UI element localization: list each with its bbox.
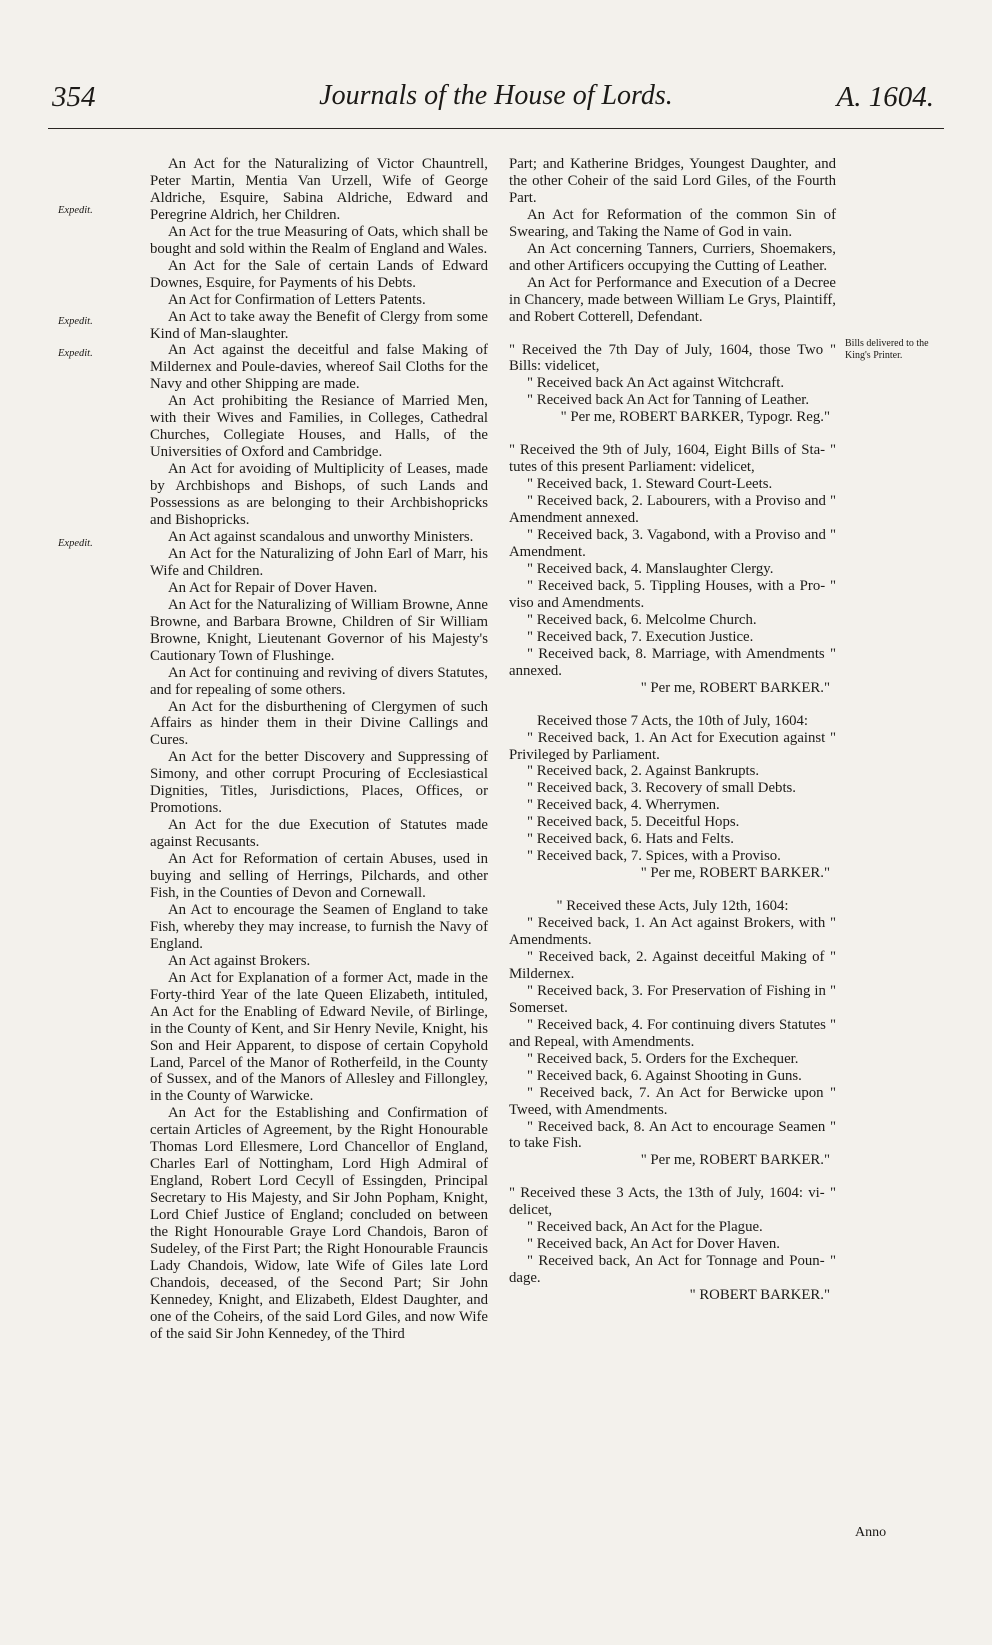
- receipt-line: " Received back, 3. Recovery of small Debts.: [527, 780, 797, 797]
- receipt-line: " Received back, 5. Orders for the Exchequer.: [527, 1050, 799, 1067]
- receipt-line: " Received back, 6. Against Shooting in Guns.: [527, 1067, 802, 1084]
- receipt-line: " Received back, 5. Deceitful Hops.: [527, 814, 740, 831]
- receipt-line: " Received back, 1. An Act against Brokers, with " Amendments.: [509, 915, 836, 949]
- receipt-line: " Received back, 7. Spices, with a Proviso.: [527, 848, 781, 865]
- receipt-heading: " Received the 9th of July, 1604, Eight Bills of Sta- " tutes of this present Parliament: videlicet,: [509, 442, 836, 476]
- page-number: 354: [52, 81, 96, 113]
- receipt-line: " Received back, 8. An Act to encourage Seamen " to take Fish.: [509, 1118, 836, 1152]
- act-entry: An Act for Reformation of the common Sin of Swearing, and Taking the Name of God in vain.: [509, 206, 836, 240]
- receipt-line: " Received back, An Act for Tonnage and Poun- " dage.: [509, 1253, 836, 1287]
- receipt-signature: " Per me, ROBERT BARKER.": [640, 679, 830, 696]
- receipt-signature: " Per me, ROBERT BARKER.": [640, 865, 830, 882]
- receipt-line: " Received back, 7. An Act for Berwicke upon " Tweed, with Amendments.: [509, 1084, 836, 1118]
- act-entry: An Act for the due Execution of Statutes made against Recusants.: [150, 817, 488, 851]
- receipt-heading: " Received these Acts, July 12th, 1604:: [556, 898, 789, 915]
- receipt-line: " Received back, An Act for the Plague.: [527, 1219, 763, 1236]
- act-entry: An Act for the Naturalizing of Victor Chauntrell, Peter Martin, Mentia Van Urzell, Wife of George Aldriche, Esquire, Sabina Aldriche, Edward and Peregrine Aldrich, her Children.: [150, 156, 488, 223]
- act-entry: An Act to encourage the Seamen of England to take Fish, whereby they may increase, to furnish the Navy of England.: [150, 901, 488, 952]
- act-entry: An Act for Confirmation of Letters Patents.: [168, 291, 426, 308]
- receipt-line: " Received back, 6. Hats and Felts.: [527, 831, 734, 848]
- receipt-line: " Received back, 6. Melcolme Church.: [527, 611, 757, 628]
- receipt-line: " Received back, 4. For continuing divers Statutes " and Repeal, with Amendments.: [509, 1016, 836, 1050]
- act-entry: An Act for Performance and Execution of a Decree in Chancery, made between William Le Grys, Plaintiff, and Robert Cotterell, Defendant.: [509, 274, 836, 325]
- receipt-line: " Received back, 7. Execution Justice.: [527, 628, 754, 645]
- catchword: Anno: [855, 1525, 887, 1540]
- margin-note-expedit: Expedit.: [58, 348, 93, 359]
- left-column: [150, 156, 488, 1343]
- act-entry: An Act for the Sale of certain Lands of Edward Downes, Esquire, for Payments of his Debts.: [150, 257, 488, 291]
- receipt-line: " Received back, 2. Against Bankrupts.: [527, 763, 760, 780]
- act-entry: An Act against scandalous and unworthy Ministers.: [168, 528, 474, 545]
- receipt-line: " Received back, 4. Manslaughter Clergy.: [527, 560, 774, 577]
- receipt-line: " Received back, 3. Vagabond, with a Proviso and " Amendment.: [509, 527, 836, 561]
- receipt-line: " Received back, 4. Wherrymen.: [527, 797, 720, 814]
- act-entry: An Act concerning Tanners, Curriers, Shoemakers, and other Artificers occupying the Cutting of Leather.: [509, 240, 836, 274]
- act-entry: An Act for the true Measuring of Oats, which shall be bought and sold within the Realm of England and Wales.: [150, 223, 488, 257]
- act-entry: An Act to take away the Benefit of Clergy from some Kind of Man-slaughter.: [150, 308, 488, 342]
- margin-note-expedit: Expedit.: [58, 316, 93, 327]
- act-entry: An Act for the Establishing and Confirmation of certain Articles of Agreement, by the Right Honourable Thomas Lord Ellesmere, Lord Chancellor of England, Charles Earl of Nottingham, Lord High Admiral of England, Robert Lord Cecyll of Essingden, Principal Secretary to His Majesty, and Sir John Popham, Knight, Lord Chief Justice of England; concluded on between the Right Honourable Graye Lord Chandois, Baron of Sudeley, of the First Part; the Right Honourable Frauncis Lady Chandois, Widow, late Wife of Giles late Lord Chandois, deceased, of the Second Part; Sir John Kennedey, Knight, and Elizabeth, Eldest Daughter, and one of the Coheirs, of the said Lord Giles, and now Wife of the said Sir John Kennedey, of the Third: [150, 1105, 488, 1342]
- receipt-line: " Received back An Act for Tanning of Leather.: [527, 392, 810, 409]
- receipt-signature: " Per me, ROBERT BARKER, Typogr. Reg.": [560, 409, 830, 426]
- act-entry: An Act against Brokers.: [168, 952, 311, 969]
- receipt-line: " Received back, 2. Labourers, with a Proviso and " Amendment annexed.: [509, 493, 836, 527]
- receipt-line: " Received back, 3. For Preservation of Fishing in " Somerset.: [509, 982, 836, 1016]
- margin-note-expedit: Expedit.: [58, 538, 93, 549]
- act-entry: Part; and Katherine Bridges, Youngest Daughter, and the other Coheir of the said Lord Giles, of the Fourth Part.: [509, 156, 836, 206]
- act-entry: An Act against the deceitful and false Making of Mildernex and Poule-davies, whereof Sail Cloths for the Navy and other Shipping are made.: [150, 342, 488, 393]
- receipt-line: " Received back, 1. Steward Court-Leets.: [527, 476, 773, 493]
- act-entry: An Act for Repair of Dover Haven.: [168, 579, 378, 596]
- receipt-signature: " Per me, ROBERT BARKER.": [640, 1152, 830, 1169]
- act-entry: An Act for continuing and reviving of divers Statutes, and for repealing of some others.: [150, 664, 488, 698]
- act-entry: An Act for Explanation of a former Act, made in the Forty-third Year of the late Queen Elizabeth, intituled, An Act for the Enabling of Edward Nevile, of Birlinge, in the County of Kent, and Sir Henry Nevile, Knight, his Son and Heir Apparent, to dispose of certain Copyhold Land, Parcel of the Manor of Rotherfeild, in the County of Sussex, and of the Manors of Allesley and Fillongley, in the County of Warwicke.: [150, 969, 488, 1105]
- receipt-heading: " Received these 3 Acts, the 13th of July, 1604: vi- " delicet,: [509, 1185, 836, 1219]
- act-entry: An Act for Reformation of certain Abuses, used in buying and selling of Herrings, Pilchards, and other Fish, in the Counties of Devon and Cornewall.: [150, 851, 488, 901]
- page-title: Journals of the House of Lords.: [319, 80, 673, 111]
- act-entry: An Act for the Naturalizing of John Earl of Marr, his Wife and Children.: [150, 545, 488, 579]
- margin-note-expedit: Expedit.: [58, 205, 93, 216]
- receipt-signature: " ROBERT BARKER.": [689, 1287, 830, 1304]
- act-entry: An Act prohibiting the Resiance of Married Men, with their Wives and Families, in Colleges, Cathedral Churches, Collegiate Houses, and Halls, of the Universities of Oxford and Cambridge.: [150, 393, 488, 461]
- margin-note-printer: Bills delivered to the King's Printer.: [845, 338, 929, 361]
- receipt-line: " Received back, 5. Tippling Houses, with a Pro- " viso and Amendments.: [509, 577, 836, 611]
- receipt-line: " Received back, 1. An Act for Execution against " Privileged by Parliament.: [509, 729, 836, 763]
- receipt-line: " Received back, 8. Marriage, with Amendments " annexed.: [509, 645, 836, 679]
- receipt-heading: Received those 7 Acts, the 10th of July, 1604:: [536, 712, 809, 729]
- act-entry: An Act for the better Discovery and Suppressing of Simony, and other corrupt Procuring of Ecclesiastical Dignities, Titles, Jurisdictions, Places, Offices, or Promotions.: [150, 749, 488, 817]
- act-entry: An Act for the Naturalizing of William Browne, Anne Browne, and Barbara Browne, Children of Sir William Browne, Knight, Lieutenant Governor of his Majesty's Cautionary Town of Flushinge.: [150, 596, 488, 664]
- year-heading: A. 1604.: [836, 81, 934, 113]
- page-header: [0, 34, 992, 84]
- act-entry: An Act for avoiding of Multiplicity of Leases, made by Archbishops and Bishops, of such Lands and Possessions as are belonging to their Archbishopricks and Bishopricks.: [150, 461, 488, 529]
- right-column: [509, 156, 836, 1304]
- receipt-line: " Received back An Act against Witchcraft.: [527, 375, 785, 392]
- receipt-heading: " Received the 7th Day of July, 1604, those Two " Bills: videlicet,: [509, 341, 836, 375]
- receipt-line: " Received back, 2. Against deceitful Making of " Mildernex.: [509, 948, 836, 982]
- receipt-line: " Received back, An Act for Dover Haven.: [527, 1236, 780, 1253]
- header-rule: [48, 128, 944, 129]
- act-entry: An Act for the disburthening of Clergymen of such Affairs as hinder them in their Divine Callings and Cures.: [150, 698, 488, 749]
